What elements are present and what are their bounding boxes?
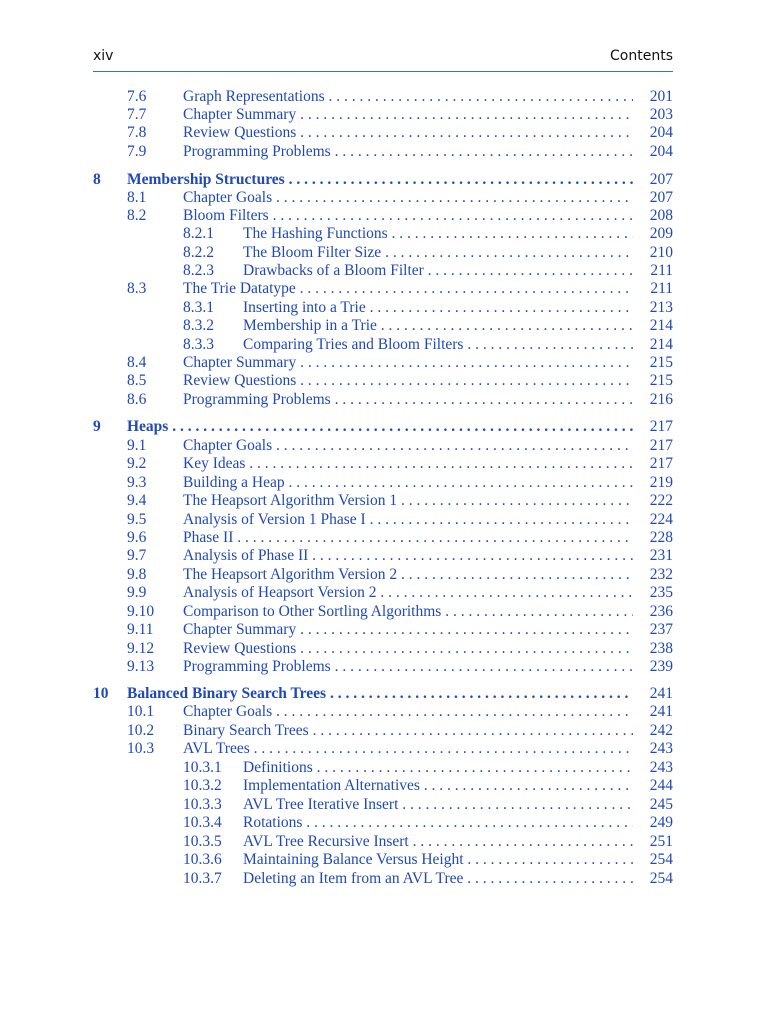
toc-entry-page: 231 [649,547,673,564]
toc-entry-page: 254 [649,851,673,868]
toc-entry-number: 8.4 [127,354,147,371]
toc-entry-title: Programming Problems . . . [183,390,633,409]
toc-section-entry[interactable] [127,371,673,390]
toc-entry-title: The Bloom Filter Size . . . [243,243,633,262]
toc-entry-title: Drawbacks of a Bloom Filter . . . [243,261,633,280]
toc-section-entry[interactable] [127,206,673,225]
toc-section-entry[interactable] [127,639,673,658]
toc-section-entry[interactable] [127,188,673,207]
toc-entry-page: 204 [649,124,673,141]
toc-entry-number: 8.6 [127,391,147,408]
toc-entry-page: 239 [649,658,673,675]
page-number: xiv [93,48,114,64]
toc-entry-number: 8.2 [127,207,147,224]
toc-entry-title: Analysis of Phase II . . . [183,546,633,565]
toc-subsection-entry[interactable] [183,776,673,795]
toc-entry-page: 203 [649,106,673,123]
toc-subsection-entry[interactable] [183,243,673,262]
toc-subsection-entry[interactable] [183,795,673,814]
toc-entry-page: 241 [649,703,673,720]
toc-entry-title: Graph Representations . . . [183,87,633,106]
toc-section-entry[interactable] [127,390,673,409]
toc-entry-title: Chapter Summary . . . [183,620,633,639]
toc-chapter-entry[interactable] [93,417,673,436]
toc-entry-number: 8.2.1 [183,225,214,242]
toc-entry-number: 8.3 [127,280,147,297]
toc-entry-title: Analysis of Heapsort Version 2 . . . [183,583,633,602]
toc-entry-number: 7.6 [127,88,147,105]
toc-entry-page: 222 [649,492,673,509]
toc-entry-page: 211 [650,262,673,279]
toc-entry-number: 9.6 [127,529,147,546]
toc-section-entry[interactable] [127,620,673,639]
toc-section-entry[interactable] [127,657,673,676]
toc-entry-page: 217 [649,455,673,472]
toc-section-entry[interactable] [127,105,673,124]
toc-entry-number: 8 [93,171,101,188]
toc-entry-title: Analysis of Version 1 Phase I . . . [183,510,633,529]
toc-section-entry[interactable] [127,142,673,161]
toc-entry-number: 10.3.6 [183,851,222,868]
toc-entry-number: 9.4 [127,492,147,509]
toc-entry-page: 207 [649,171,673,188]
toc-section-entry[interactable] [127,473,673,492]
toc-entry-title: The Trie Datatype . . . [183,279,633,298]
toc-entry-title: Membership in a Trie . . . [243,316,633,335]
toc-section-entry[interactable] [127,602,673,621]
toc-subsection-entry[interactable] [183,261,673,280]
toc-entry-number: 10.3.2 [183,777,222,794]
toc-section-entry[interactable] [127,454,673,473]
toc-section-entry[interactable] [127,528,673,547]
toc-entry-page: 201 [649,88,673,105]
toc-entry-page: 210 [649,244,673,261]
toc-entry-page: 224 [649,511,673,528]
toc-entry-page: 254 [649,870,673,887]
toc-entry-title: Review Questions . . . [183,123,633,142]
toc-entry-page: 251 [649,833,673,850]
toc-entry-title: The Heapsort Algorithm Version 1 . . . [183,491,633,510]
toc-entry-page: 209 [649,225,673,242]
toc-section-entry[interactable] [127,583,673,602]
toc-entry-page: 217 [649,418,673,435]
toc-entry-page: 243 [649,759,673,776]
toc-entry-number: 10.3.1 [183,759,222,776]
toc-section-entry[interactable] [127,436,673,455]
toc-section-entry[interactable] [127,702,673,721]
toc-entry-number: 8.1 [127,189,147,206]
toc-entry-number: 10 [93,685,109,702]
toc-entry-number: 9.12 [127,640,155,657]
toc-entry-title: Key Ideas . . . [183,454,633,473]
toc-entry-title: Maintaining Balance Versus Height . . . [243,850,633,869]
toc-entry-number: 9.3 [127,474,147,491]
toc-entry-number: 8.5 [127,372,147,389]
toc-entry-title: Balanced Binary Search Trees . . . [127,684,633,703]
toc-entry-title: AVL Trees . . . [183,739,633,758]
toc-section-entry[interactable] [127,565,673,584]
toc-entry-title: Comparison to Other Sortling Algorithms . . . [183,602,633,621]
toc-entry-number: 9 [93,418,101,435]
toc-entry-page: 237 [649,621,673,638]
toc-entry-title: Phase II . . . [183,528,633,547]
toc-entry-page: 249 [649,814,673,831]
toc-chapter-entry[interactable] [93,684,673,703]
toc-entry-page: 228 [649,529,673,546]
toc-section-entry[interactable] [127,353,673,372]
toc-entry-page: 208 [649,207,673,224]
toc-entry-number: 10.2 [127,722,155,739]
toc-entry-number: 9.9 [127,584,147,601]
toc-subsection-entry[interactable] [183,316,673,335]
toc-entry-page: 236 [649,603,673,620]
toc-entry-number: 10.3.5 [183,833,222,850]
toc-entry-page: 217 [649,437,673,454]
toc-entry-number: 10.3.3 [183,796,222,813]
toc-subsection-entry[interactable] [183,298,673,317]
toc-entry-title: Building a Heap . . . [183,473,633,492]
toc-entry-page: 242 [649,722,673,739]
toc-subsection-entry[interactable] [183,813,673,832]
toc-entry-number: 9.7 [127,547,147,564]
toc-entry-page: 216 [649,391,673,408]
toc-entry-title: AVL Tree Iterative Insert . . . [243,795,633,814]
toc-entry-number: 8.3.3 [183,336,214,353]
toc-entry-page: 245 [649,796,673,813]
toc-entry-number: 9.10 [127,603,155,620]
toc-entry-page: 235 [649,584,673,601]
toc-subsection-entry[interactable] [183,758,673,777]
toc-entry-page: 232 [649,566,673,583]
toc-entry-title: Chapter Summary . . . [183,353,633,372]
toc-entry-number: 10.3.4 [183,814,222,831]
toc-entry-title: Binary Search Trees . . . [183,721,633,740]
toc-chapter-entry[interactable] [93,170,673,189]
toc-entry-number: 8.3.1 [183,299,214,316]
toc-section-entry[interactable] [127,721,673,740]
toc-entry-title: Bloom Filters . . . [183,206,633,225]
toc-section-entry[interactable] [127,87,673,106]
toc-entry-number: 8.2.2 [183,244,214,261]
toc-section-entry[interactable] [127,510,673,529]
toc-entry-title: AVL Tree Recursive Insert . . . [243,832,633,851]
toc-subsection-entry[interactable] [183,850,673,869]
toc-section-entry[interactable] [127,546,673,565]
toc-entry-number: 9.1 [127,437,147,454]
toc-entry-page: 213 [649,299,673,316]
toc-entry-page: 211 [650,280,673,297]
toc-entry-page: 241 [649,685,673,702]
toc-entry-title: Chapter Summary . . . [183,105,633,124]
toc-entry-title: Membership Structures . . . [127,170,633,189]
toc-entry-number: 8.2.3 [183,262,214,279]
toc-entry-page: 219 [649,474,673,491]
toc-entry-number: 7.8 [127,124,147,141]
toc-entry-number: 10.3 [127,740,155,757]
toc-entry-number: 10.1 [127,703,155,720]
toc-subsection-entry[interactable] [183,869,673,888]
toc-entry-title: Review Questions . . . [183,639,633,658]
toc-entry-title: Definitions . . . [243,758,633,777]
toc-subsection-entry[interactable] [183,224,673,243]
toc-entry-page: 243 [649,740,673,757]
toc-entry-number: 9.2 [127,455,147,472]
toc-entry-number: 9.13 [127,658,155,675]
toc-entry-page: 204 [649,143,673,160]
toc-entry-page: 214 [649,317,673,334]
toc-section-entry[interactable] [127,739,673,758]
toc-entry-number: 7.7 [127,106,147,123]
toc-entry-number: 9.5 [127,511,147,528]
toc-subsection-entry[interactable] [183,832,673,851]
toc-entry-title: Programming Problems . . . [183,657,633,676]
toc-entry-number: 7.9 [127,143,147,160]
toc-entry-title: Chapter Goals . . . [183,188,633,207]
toc-entry-title: Deleting an Item from an AVL Tree . . . [243,869,633,888]
toc-entry-title: Rotations . . . [243,813,633,832]
toc-entry-title: Comparing Tries and Bloom Filters . . . [243,335,633,354]
toc-entry-page: 215 [649,372,673,389]
toc-subsection-entry[interactable] [183,335,673,354]
toc-entry-page: 244 [649,777,673,794]
toc-entry-title: The Heapsort Algorithm Version 2 . . . [183,565,633,584]
running-title: Contents [610,48,673,64]
toc-section-entry[interactable] [127,279,673,298]
toc-entry-title: Chapter Goals . . . [183,702,633,721]
toc-entry-page: 214 [649,336,673,353]
toc-entry-page: 207 [649,189,673,206]
toc-section-entry[interactable] [127,123,673,142]
toc-section-entry[interactable] [127,491,673,510]
toc-entry-number: 8.3.2 [183,317,214,334]
toc-entry-title: Chapter Goals . . . [183,436,633,455]
toc-entry-page: 215 [649,354,673,371]
toc-entry-number: 9.8 [127,566,147,583]
toc-entry-number: 10.3.7 [183,870,222,887]
toc-entry-title: Review Questions . . . [183,371,633,390]
toc-entry-title: Heaps . . . [127,417,633,436]
toc-entry-page: 238 [649,640,673,657]
toc-entry-number: 9.11 [127,621,154,638]
toc-entry-title: The Hashing Functions . . . [243,224,633,243]
toc-entry-title: Programming Problems . . . [183,142,633,161]
toc-entry-title: Inserting into a Trie . . . [243,298,633,317]
toc-entry-title: Implementation Alternatives . . . [243,776,633,795]
